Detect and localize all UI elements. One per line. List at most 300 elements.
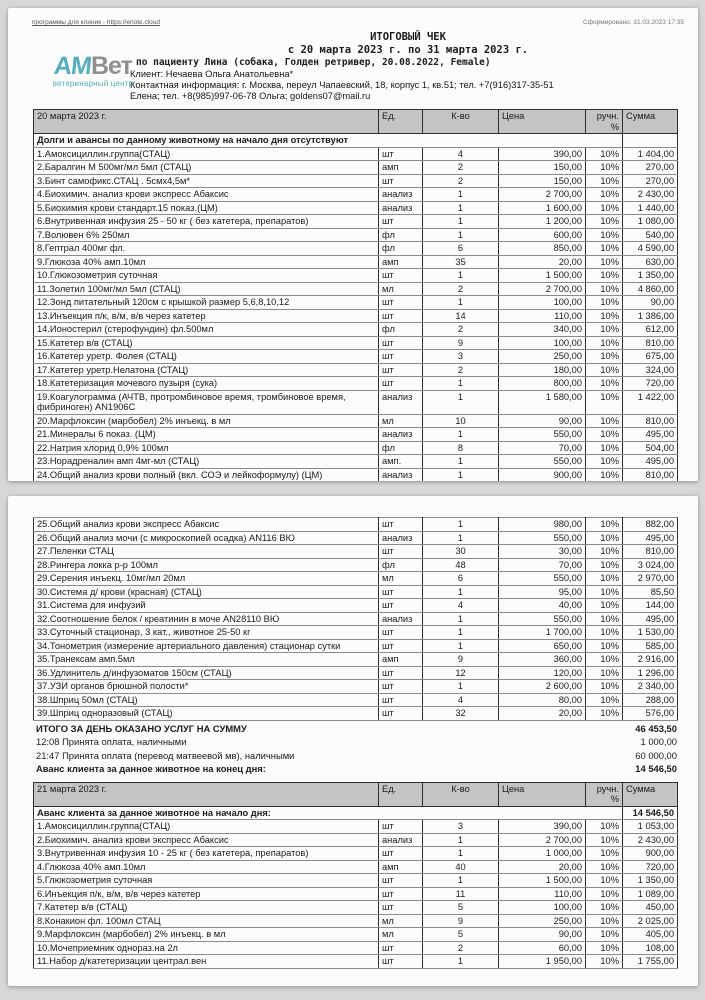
cell-unit: амп.	[379, 455, 423, 469]
no-debts-note: Долги и авансы по данному животному на начало дня отсутствуют	[34, 134, 623, 148]
cell-price: 150,00	[499, 174, 586, 188]
invoice-table-day1-page2	[33, 517, 678, 721]
cell-name: 13.Инъекция п/к, в/м, в/в через катетер	[34, 309, 379, 323]
table-row	[34, 201, 678, 215]
page-1	[8, 8, 698, 481]
cell-price: 600,00	[499, 228, 586, 242]
cell-price: 2 700,00	[499, 833, 586, 847]
cell-qty: 1	[423, 955, 499, 969]
table-row	[34, 585, 678, 599]
cell-sum: 720,00	[623, 860, 678, 874]
table-row	[34, 572, 678, 586]
cell-unit: мл	[379, 282, 423, 296]
cell-manual: 10%	[586, 545, 623, 559]
cell-name: 23.Норадреналин амп 4мг-мл (СТАЦ)	[34, 455, 379, 469]
col-header-price: Цена	[499, 110, 586, 134]
logo-vet-part: Вет	[91, 52, 132, 80]
cell-name: 6.Инъекция п/к, в/м, в/в через катетер	[34, 887, 379, 901]
cell-name: 31.Система для инфузий	[34, 599, 379, 613]
table-row	[34, 693, 678, 707]
cell-manual: 10%	[586, 518, 623, 532]
cell-unit: фл	[379, 323, 423, 337]
day-total-value: 46 453,50	[635, 722, 677, 734]
cell-price: 90,00	[499, 414, 586, 428]
cell-manual: 10%	[586, 296, 623, 310]
cell-qty: 1	[423, 269, 499, 283]
cell-qty: 10	[423, 414, 499, 428]
cell-qty: 1	[423, 518, 499, 532]
cell-name: 7.Катетер в/в (СТАЦ)	[34, 901, 379, 915]
cell-unit: шт	[379, 336, 423, 350]
cell-name: 30.Система д/ крови (красная) (СТАЦ)	[34, 585, 379, 599]
cell-manual: 10%	[586, 887, 623, 901]
cell-sum: 270,00	[623, 161, 678, 175]
cell-name: 14.Ионостерил (стерофундин) фл.500мл	[34, 323, 379, 337]
table-row	[34, 269, 678, 283]
cell-sum: 720,00	[623, 377, 678, 391]
cell-unit: шт	[379, 693, 423, 707]
cell-qty: 1	[423, 847, 499, 861]
cell-manual: 10%	[586, 255, 623, 269]
clinic-logo-wordmark	[34, 54, 152, 79]
cell-qty: 1	[423, 874, 499, 888]
cell-sum: 585,00	[623, 639, 678, 653]
cell-name: 5.Глюкозометрия суточная	[34, 874, 379, 888]
cell-qty: 1	[423, 585, 499, 599]
cell-name: 3.Внутривенная инфузия 10 - 25 кг ( без катетера, препаратов)	[34, 847, 379, 861]
cell-unit: мл	[379, 572, 423, 586]
cell-name: 10.Мочеприемник однораз.на 2л	[34, 941, 379, 955]
cell-unit: анализ	[379, 201, 423, 215]
table-row	[34, 336, 678, 350]
table-row	[34, 228, 678, 242]
cell-unit: шт	[379, 518, 423, 532]
report-period: с 20 марта 2023 г. по 31 марта 2023 г.	[287, 44, 529, 56]
cell-price: 2 600,00	[499, 680, 586, 694]
cell-name: 1.Амоксициллин.группа(СТАЦ)	[34, 147, 379, 161]
cell-name: 3.Бинт самофикс.СТАЦ . 5смх4,5м*	[34, 174, 379, 188]
cell-qty: 9	[423, 914, 499, 928]
table-row	[34, 955, 678, 969]
cell-name: 5.Биохимия крови стандарт.15 показ.(ЦМ)	[34, 201, 379, 215]
cell-qty: 48	[423, 558, 499, 572]
cell-qty: 1	[423, 531, 499, 545]
payment-label: 12:08 Принята оплата, наличными	[36, 736, 187, 747]
cell-unit: шт	[379, 309, 423, 323]
cell-qty: 2	[423, 282, 499, 296]
table-row	[34, 901, 678, 915]
cell-sum: 900,00	[623, 847, 678, 861]
cell-sum: 2 916,00	[623, 653, 678, 667]
cell-name: 34.Тонометрия (измерение артериального давления) стационар сутки	[34, 639, 379, 653]
cell-sum: 810,00	[623, 414, 678, 428]
cell-unit: шт	[379, 666, 423, 680]
cell-price: 70,00	[499, 441, 586, 455]
cell-manual: 10%	[586, 874, 623, 888]
cell-manual: 10%	[586, 242, 623, 256]
cell-name: 15.Катетер в/в (СТАЦ)	[34, 336, 379, 350]
cell-manual: 10%	[586, 693, 623, 707]
cell-qty: 1	[423, 680, 499, 694]
cell-price: 650,00	[499, 639, 586, 653]
cell-qty: 1	[423, 468, 499, 481]
cell-manual: 10%	[586, 653, 623, 667]
table-row	[34, 350, 678, 364]
col-header-qty: К-во	[423, 782, 499, 806]
cell-qty: 1	[423, 612, 499, 626]
cell-sum: 324,00	[623, 363, 678, 377]
cell-name: 35.Транексам амп.5мл	[34, 653, 379, 667]
table-row	[34, 666, 678, 680]
cell-unit: амп	[379, 860, 423, 874]
cell-price: 390,00	[499, 147, 586, 161]
cell-unit: шт	[379, 350, 423, 364]
cell-sum: 1 404,00	[623, 147, 678, 161]
cell-price: 110,00	[499, 887, 586, 901]
col-header-unit: Ед.	[379, 110, 423, 134]
cell-sum: 1 350,00	[623, 269, 678, 283]
invoice-table-day1-page1	[33, 109, 678, 481]
cell-manual: 10%	[586, 833, 623, 847]
cell-qty: 4	[423, 599, 499, 613]
col-header-unit: Ед.	[379, 782, 423, 806]
cell-price: 1 500,00	[499, 269, 586, 283]
table-row	[34, 309, 678, 323]
cell-sum: 495,00	[623, 428, 678, 442]
cell-manual: 10%	[586, 282, 623, 296]
cell-name: 11.Набор д/катетеризации централ.вен	[34, 955, 379, 969]
generated-timestamp: Сформировано: 31.03.2023 17:35	[582, 19, 684, 26]
table-row	[34, 941, 678, 955]
cell-name: 28.Рингера локка р-р 100мл	[34, 558, 379, 572]
table-row	[34, 653, 678, 667]
cell-sum: 1 755,00	[623, 955, 678, 969]
cell-sum: 576,00	[623, 707, 678, 721]
cell-price: 900,00	[499, 468, 586, 481]
cell-unit: анализ	[379, 390, 423, 414]
cell-unit: амп	[379, 255, 423, 269]
cell-manual: 10%	[586, 309, 623, 323]
cell-unit: шт	[379, 955, 423, 969]
cell-sum: 1 440,00	[623, 201, 678, 215]
cell-sum: 2 340,00	[623, 680, 678, 694]
cell-price: 150,00	[499, 161, 586, 175]
cell-name: 8.Конакион фл. 100мл СТАЦ	[34, 914, 379, 928]
cell-name: 11.Золетил 100мг/мл 5мл (СТАЦ)	[34, 282, 379, 296]
table-row	[34, 255, 678, 269]
cell-sum: 1 296,00	[623, 666, 678, 680]
cell-manual: 10%	[586, 680, 623, 694]
cell-price: 60,00	[499, 941, 586, 955]
cell-sum: 288,00	[623, 693, 678, 707]
col-header-price: Цена	[499, 782, 586, 806]
cell-name: 1.Амоксициллин.группа(СТАЦ)	[34, 820, 379, 834]
table-row	[34, 215, 678, 229]
table-row	[34, 833, 678, 847]
cell-sum: 270,00	[623, 174, 678, 188]
cell-price: 70,00	[499, 558, 586, 572]
cell-qty: 1	[423, 377, 499, 391]
cell-sum: 495,00	[623, 531, 678, 545]
cell-price: 340,00	[499, 323, 586, 337]
cell-price: 550,00	[499, 572, 586, 586]
cell-sum: 1 386,00	[623, 309, 678, 323]
patient-line: по пациенту Лина (собака, Голден ретривер, 20.08.2022, Female)	[136, 57, 491, 68]
cell-unit: шт	[379, 147, 423, 161]
table-row	[34, 161, 678, 175]
cell-sum: 1 089,00	[623, 887, 678, 901]
cell-price: 1 500,00	[499, 874, 586, 888]
advance-start-value: 14 546,50	[623, 806, 678, 820]
cell-manual: 10%	[586, 860, 623, 874]
cell-sum: 810,00	[623, 336, 678, 350]
table-row	[34, 377, 678, 391]
cell-sum: 2 970,00	[623, 572, 678, 586]
cell-name: 4.Глюкоза 40% амп.10мл	[34, 860, 379, 874]
cell-name: 19.Коагулограмма (АЧТВ, протромбиновое время, тромбиновое время, фибриноген) AN1906С	[34, 390, 379, 414]
cell-unit: амп	[379, 653, 423, 667]
day-total-line	[33, 722, 677, 736]
cell-manual: 10%	[586, 269, 623, 283]
table-row	[34, 323, 678, 337]
table-row	[34, 914, 678, 928]
table-row	[34, 441, 678, 455]
table-row	[34, 428, 678, 442]
cell-qty: 32	[423, 707, 499, 721]
cell-price: 1 200,00	[499, 215, 586, 229]
cell-name: 4.Биохимич. анализ крови экспресс Абаксис	[34, 188, 379, 202]
cell-unit: шт	[379, 887, 423, 901]
cell-name: 27.Пеленки СТАЦ	[34, 545, 379, 559]
cell-manual: 10%	[586, 215, 623, 229]
cell-name: 8.Гептрал 400мг фл.	[34, 242, 379, 256]
cell-sum: 450,00	[623, 901, 678, 915]
cell-price: 550,00	[499, 612, 586, 626]
cell-price: 1 580,00	[499, 390, 586, 414]
advance-start-label: Аванс клиента за данное животное на начало дня:	[34, 806, 623, 820]
cell-qty: 2	[423, 323, 499, 337]
cell-qty: 1	[423, 390, 499, 414]
cell-sum: 85,50	[623, 585, 678, 599]
table-row	[34, 887, 678, 901]
cell-qty: 5	[423, 901, 499, 915]
advance-end-label: Аванс клиента за данное животное на конец дня:	[36, 763, 266, 774]
cell-qty: 2	[423, 363, 499, 377]
cell-manual: 10%	[586, 585, 623, 599]
cell-manual: 10%	[586, 626, 623, 640]
cell-price: 100,00	[499, 336, 586, 350]
cell-unit: анализ	[379, 612, 423, 626]
cell-name: 38.Шприц 50мл (СТАЦ)	[34, 693, 379, 707]
cell-unit: шт	[379, 363, 423, 377]
clinic-logo	[34, 54, 152, 88]
advance-end-value: 14 546,50	[635, 763, 677, 774]
cell-manual: 10%	[586, 820, 623, 834]
cell-unit: анализ	[379, 468, 423, 481]
cell-manual: 10%	[586, 612, 623, 626]
cell-sum: 1 053,00	[623, 820, 678, 834]
cell-price: 110,00	[499, 309, 586, 323]
cell-qty: 6	[423, 572, 499, 586]
cell-name: 18.Катетеризация мочевого пузыря (сука)	[34, 377, 379, 391]
cell-manual: 10%	[586, 377, 623, 391]
cell-qty: 3	[423, 820, 499, 834]
col-header-manual: ручн.%	[586, 782, 623, 806]
cell-manual: 10%	[586, 414, 623, 428]
table-row	[34, 363, 678, 377]
cell-sum: 4 860,00	[623, 282, 678, 296]
cell-price: 390,00	[499, 820, 586, 834]
cell-manual: 10%	[586, 558, 623, 572]
cell-qty: 14	[423, 309, 499, 323]
report-title: ИТОГОВЫЙ ЧЕК	[370, 31, 446, 43]
cell-unit: шт	[379, 707, 423, 721]
cell-price: 30,00	[499, 545, 586, 559]
cell-name: 26.Общий анализ мочи (с микроскопией осадка) AN116 ВЮ	[34, 531, 379, 545]
cell-manual: 10%	[586, 441, 623, 455]
table-row	[34, 455, 678, 469]
cell-sum: 612,00	[623, 323, 678, 337]
cell-sum: 3 024,00	[623, 558, 678, 572]
cell-name: 20.Марфлоксин (марбобел) 2% инъекц. в мл	[34, 414, 379, 428]
cell-name: 17.Катетер уретр.Нелатона (СТАЦ)	[34, 363, 379, 377]
enote-cloud-link[interactable]: программы для клиник - https://enote.cloud	[32, 19, 160, 26]
cell-price: 250,00	[499, 914, 586, 928]
cell-qty: 4	[423, 693, 499, 707]
cell-unit: шт	[379, 585, 423, 599]
cell-sum: 1 422,00	[623, 390, 678, 414]
cell-manual: 10%	[586, 531, 623, 545]
table-row	[34, 847, 678, 861]
cell-manual: 10%	[586, 914, 623, 928]
cell-price: 100,00	[499, 296, 586, 310]
cell-unit: шт	[379, 901, 423, 915]
table-row	[34, 468, 678, 481]
cell-sum: 495,00	[623, 455, 678, 469]
cell-qty: 1	[423, 428, 499, 442]
cell-sum: 2 430,00	[623, 188, 678, 202]
client-line: Клиент: Нечаева Ольга Анатольевна*	[130, 69, 294, 79]
cell-qty: 1	[423, 626, 499, 640]
cell-manual: 10%	[586, 188, 623, 202]
cell-name: 32.Соотношение белок / креатинин в моче AN28110 ВЮ	[34, 612, 379, 626]
cell-qty: 1	[423, 296, 499, 310]
payment-value: 60 000,00	[635, 749, 677, 761]
table-row	[34, 390, 678, 414]
cell-unit: фл	[379, 441, 423, 455]
cell-sum: 810,00	[623, 545, 678, 559]
cell-price: 20,00	[499, 860, 586, 874]
table-row	[34, 599, 678, 613]
cell-name: 12.Зонд питательный 120см с крышкой размер 5,6,8,10,12	[34, 296, 379, 310]
table-row	[34, 639, 678, 653]
cell-sum: 1 080,00	[623, 215, 678, 229]
table-row	[34, 626, 678, 640]
no-debts-note-empty-cell	[623, 134, 678, 148]
cell-name: 29.Серения инъекц. 10мг/мл 20мл	[34, 572, 379, 586]
cell-qty: 1	[423, 833, 499, 847]
cell-price: 100,00	[499, 901, 586, 915]
table-header-row	[34, 110, 678, 134]
table-row	[34, 680, 678, 694]
cell-unit: шт	[379, 545, 423, 559]
cell-unit: фл	[379, 242, 423, 256]
cell-unit: шт	[379, 377, 423, 391]
cell-unit: шт	[379, 820, 423, 834]
cell-qty: 11	[423, 887, 499, 901]
cell-price: 20,00	[499, 707, 586, 721]
cell-price: 95,00	[499, 585, 586, 599]
cell-price: 1 950,00	[499, 955, 586, 969]
advance-end-line	[33, 762, 677, 776]
cell-unit: шт	[379, 599, 423, 613]
cell-name: 25.Общий анализ крови экспресс Абаксис	[34, 518, 379, 532]
table-row	[34, 612, 678, 626]
col-header-sum: Сумма	[623, 110, 678, 134]
table-date-header: 21 марта 2023 г.	[34, 782, 379, 806]
table-row	[34, 531, 678, 545]
table-row	[34, 518, 678, 532]
cell-manual: 10%	[586, 161, 623, 175]
cell-price: 550,00	[499, 455, 586, 469]
cell-sum: 540,00	[623, 228, 678, 242]
cell-unit: мл	[379, 928, 423, 942]
cell-price: 80,00	[499, 693, 586, 707]
cell-qty: 5	[423, 928, 499, 942]
cell-name: 2.Биохимич. анализ крови экспресс Абаксис	[34, 833, 379, 847]
cell-qty: 1	[423, 188, 499, 202]
table-row	[34, 545, 678, 559]
cell-price: 550,00	[499, 531, 586, 545]
document-header	[130, 31, 686, 102]
cell-name: 2.Баралгин М 500мг/мл 5мл (СТАЦ)	[34, 161, 379, 175]
cell-qty: 9	[423, 336, 499, 350]
cell-qty: 8	[423, 441, 499, 455]
cell-name: 9.Марфлоксин (марбобел) 2% инъекц. в мл	[34, 928, 379, 942]
cell-unit: шт	[379, 269, 423, 283]
cell-manual: 10%	[586, 468, 623, 481]
cell-qty: 12	[423, 666, 499, 680]
cell-price: 980,00	[499, 518, 586, 532]
cell-manual: 10%	[586, 390, 623, 414]
top-bar	[8, 8, 698, 27]
cell-name: 24.Общий анализ крови полный (вкл. СОЭ и лейкоформулу) (ЦМ)	[34, 468, 379, 481]
cell-qty: 1	[423, 455, 499, 469]
cell-price: 800,00	[499, 377, 586, 391]
cell-price: 2 700,00	[499, 282, 586, 296]
cell-name: 33.Суточный стационар, 3 кат., животное 25-50 кг	[34, 626, 379, 640]
contact-line-1: Контактная информация: г. Москва, переул Чапаевский, 18, корпус 1, кв.51; тел. +7(916)317-35-51	[130, 80, 554, 90]
cell-name: 10.Глюкозометрия суточная	[34, 269, 379, 283]
cell-unit: шт	[379, 626, 423, 640]
cell-price: 1 600,00	[499, 201, 586, 215]
cell-price: 1 000,00	[499, 847, 586, 861]
cell-price: 20,00	[499, 255, 586, 269]
cell-manual: 10%	[586, 639, 623, 653]
cell-sum: 2 025,00	[623, 914, 678, 928]
cell-price: 40,00	[499, 599, 586, 613]
cell-name: 22.Натрия хлорид 0,9% 100мл	[34, 441, 379, 455]
cell-qty: 1	[423, 228, 499, 242]
cell-unit: мл	[379, 414, 423, 428]
cell-qty: 6	[423, 242, 499, 256]
table-row	[34, 242, 678, 256]
cell-qty: 3	[423, 350, 499, 364]
cell-price: 1 700,00	[499, 626, 586, 640]
cell-unit: шт	[379, 296, 423, 310]
cell-unit: фл	[379, 558, 423, 572]
cell-manual: 10%	[586, 928, 623, 942]
